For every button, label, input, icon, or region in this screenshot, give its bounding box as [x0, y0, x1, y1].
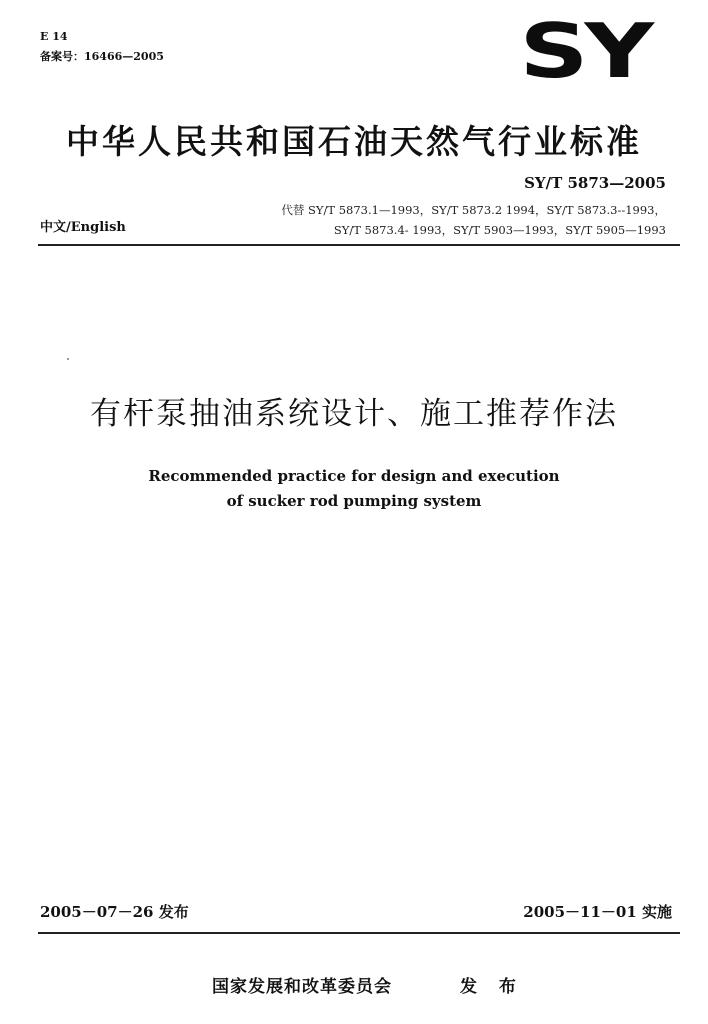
issue-date: 2005－07－26 发布	[40, 903, 189, 921]
replaces-line-1: 代替 SY/T 5873.1—1993，SY/T 5873.2 1994，SY/T 5873.3--1993，	[281, 203, 666, 217]
sy-logo: SY	[519, 7, 650, 95]
publish-label: 发 布	[460, 977, 524, 997]
issuing-authority: 国家发展和改革委员会	[212, 977, 392, 997]
document-title-english-line-2: of sucker rod pumping system	[226, 492, 482, 510]
replaces-block	[281, 200, 666, 240]
document-title-english-line-1: Recommended practice for design and execution	[148, 467, 560, 485]
scan-speck	[67, 358, 69, 360]
implementation-date: 2005－11－01 实施	[523, 903, 672, 921]
document-title-chinese: 有杆泵抽油系统设计、施工推荐作法	[90, 396, 618, 432]
classification-code: E 14	[40, 30, 68, 43]
footer-divider	[38, 932, 680, 934]
replaces-line-2: SY/T 5873.4- 1993，SY/T 5903—1993，SY/T 5905—1993	[333, 223, 666, 237]
header-divider	[38, 244, 680, 246]
industry-standard-title: 中华人民共和国石油天然气行业标准	[66, 122, 642, 161]
language-label: 中文/English	[40, 220, 126, 235]
standard-number: SY/T 5873—2005	[524, 174, 666, 192]
filing-number: 备案号：16466—2005	[40, 50, 164, 63]
